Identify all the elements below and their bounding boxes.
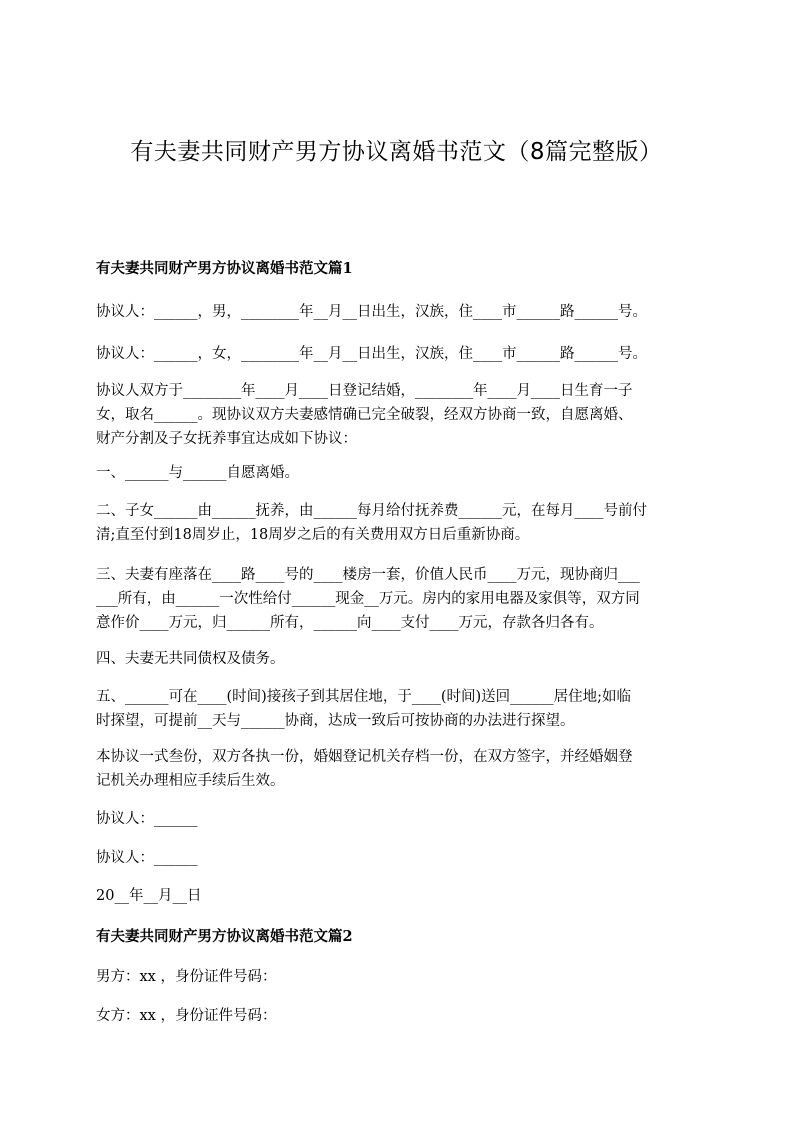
paragraph-party-male: 协议人：______，男，________年__月__日出生，汉族，住____市______路______号。 [96, 304, 647, 320]
paragraph-date: 20__年__月__日 [96, 888, 202, 904]
paragraph-effectiveness: 本协议一式叁份，双方各执一份，婚姻登记机关存档一份，在双方签字，并经婚姻登 记机关办理相应手续后生效。 [96, 749, 633, 789]
paragraph-clause-2: 二、子女______由______抚养，由______每月给付抚养费______元，在每月____号前付 清;直至付到18周岁止，18周岁之后的有关费用双方日后重新协商。 [96, 503, 647, 543]
paragraph-signature-1: 协议人：______ [96, 811, 198, 827]
paragraph-clause-1: 一、______与______自愿离婚。 [96, 465, 299, 481]
paragraph-clause-5: 五、______可在____(时间)接孩子到其居住地，于____(时间)送回______居住地;如临 时探望，可提前__天与______协商，达成一致后可按协商的办法进行探望。 [96, 689, 632, 729]
document-title: 有夫妻共同财产男方协议离婚书范文（8篇完整版） [130, 139, 663, 165]
paragraph-marriage-info: 协议人双方于________年____月____日登记结婚，________年____月____日生育一子 女，取名______。现协议双方夫妻感情确已完全破裂，经双方协商一致，自愿离婚、 财产分割及子女抚养事宜达成如下协议： [96, 383, 633, 447]
paragraph-signature-2: 协议人：______ [96, 850, 198, 866]
section-heading-2: 有夫妻共同财产男方协议离婚书范文篇2 [96, 928, 353, 945]
paragraph-clause-4: 四、夫妻无共同债权及债务。 [96, 651, 285, 667]
section-heading-1: 有夫妻共同财产男方协议离婚书范文篇1 [96, 260, 353, 277]
paragraph-clause-3: 三、夫妻有座落在____路____号的____楼房一套，价值人民币____万元，现协商归___ ___所有，由______一次性给付______现金__万元。房内的家用电器及家俱等，双方同 意作价____万元，归______所有，______向____支付____万元，存款各归各有。 [96, 567, 640, 631]
paragraph-male-party-id: 男方：xx ，身份证件号码： [96, 969, 277, 985]
paragraph-female-party-id: 女方：xx ，身份证件号码： [96, 1008, 277, 1024]
paragraph-party-female: 协议人：______，女，________年__月__日出生，汉族，住____市______路______号。 [96, 346, 647, 362]
